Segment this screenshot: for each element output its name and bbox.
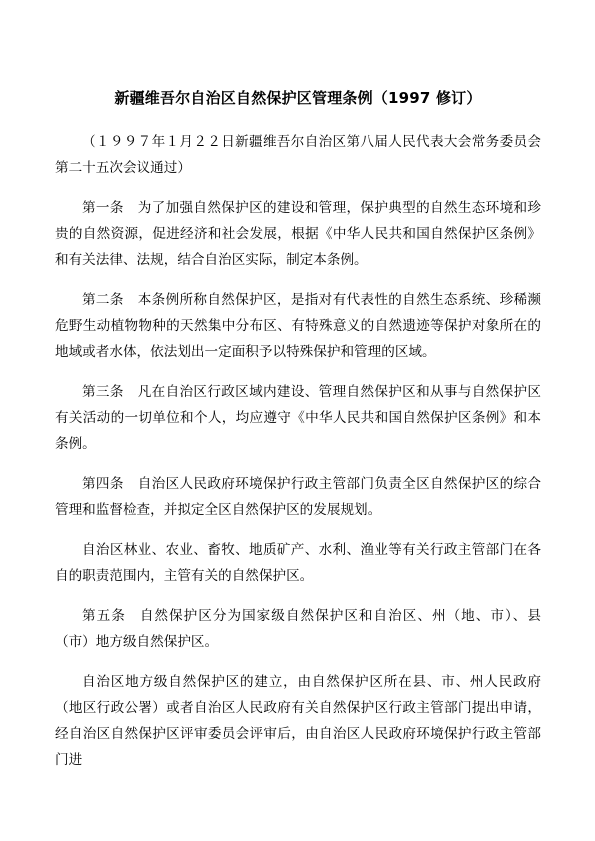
article-number: 第一条 (82, 200, 124, 216)
article-number: 第二条 (82, 292, 124, 308)
article-number: 第五条 (82, 608, 126, 624)
paragraph-text: 自治区地方级自然保护区的建立，由自然保护区所在县、市、州人民政府（地区行政公署）或者自治区人民政府有关自然保护区行政主管部门提出申请，经自治区自然保护区评审委员会评审后，由自治区人民政府环境保护行政主管部门进 (55, 674, 541, 768)
article-text: 凡在自治区行政区域内建设、管理自然保护区和从事与自然保护区有关活动的一切单位和个人，均应遵守《中华人民共和国自然保护区条例》和本条例。 (55, 384, 541, 452)
article-3 (55, 379, 541, 457)
article-5-paragraph-2 (55, 669, 541, 773)
article-number: 第三条 (82, 384, 124, 400)
adoption-note: （１９９７年１月２２日新疆维吾尔自治区第八届人民代表大会常务委员会第二十五次会议通过） (55, 134, 541, 176)
article-4 (55, 471, 541, 523)
article-5 (55, 603, 541, 655)
article-text: 自然保护区分为国家级自然保护区和自治区、州（地、市）、县（市）地方级自然保护区。 (55, 608, 542, 650)
article-text: 自治区人民政府环境保护行政主管部门负责全区自然保护区的综合管理和监督检查，并拟定全区自然保护区的发展规划。 (55, 476, 541, 518)
article-4-paragraph-2 (55, 537, 541, 589)
document-title: 新疆维吾尔自治区自然保护区管理条例（1997 修订） (114, 89, 482, 107)
paragraph-text: 自治区林业、农业、畜牧、地质矿产、水利、渔业等有关行政主管部门在各自的职责范围内，主管有关的自然保护区。 (55, 542, 541, 584)
article-text: 为了加强自然保护区的建设和管理，保护典型的自然生态环境和珍贵的自然资源，促进经济和社会发展，根据《中华人民共和国自然保护区条例》和有关法律、法规，结合自治区实际，制定本条例。 (55, 200, 541, 268)
article-number: 第四条 (82, 476, 124, 492)
article-1 (55, 195, 541, 273)
article-text: 本条例所称自然保护区，是指对有代表性的自然生态系统、珍稀濒危野生动植物物种的天然集中分布区、有特殊意义的自然遗迹等保护对象所在的地域或者水体，依法划出一定面积予以特殊保护和管理的区域。 (55, 292, 541, 360)
article-2 (55, 287, 541, 365)
